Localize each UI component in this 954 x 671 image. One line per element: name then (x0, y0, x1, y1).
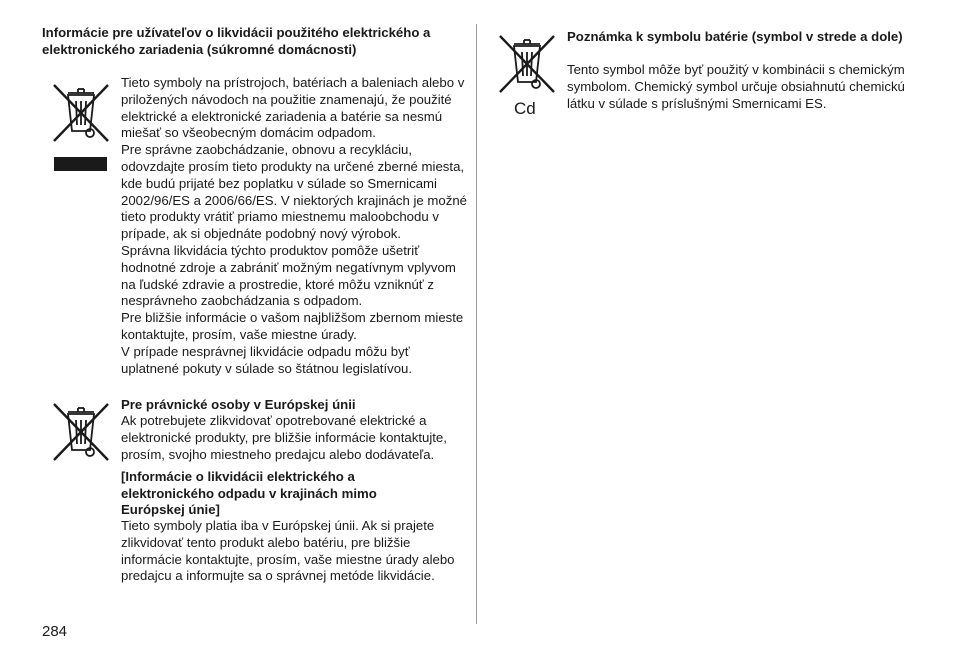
page-number: 284 (42, 623, 68, 640)
section1-body (121, 75, 471, 377)
chemical-symbol: Cd (514, 99, 536, 118)
section-title-outside-eu: [Informácie o likvidácii elektrického a elektronického odpadu v krajinách mimo Európskej únie] (121, 469, 377, 517)
paragraph-2: Pre správne zaobchádzanie, obnovu a recykláciu, odovzdajte prosím tieto produkty na určené zberné miesta, kde budú prijaté bez poplatku v súlade so Smernicami 2002/96/ES a 2006/66/ES. V niektorých krajinách je možné tieto produkty vrátiť priamo miestnemu maloobchodu v prípade, ak si objednáte podobný nový výrobok. (121, 142, 468, 242)
crossed-out-wheelie-bin-icon (46, 398, 116, 468)
battery-note-title: Poznámka k symbolu batérie (symbol v strede a dole) (567, 29, 903, 44)
section2-body: Ak potrebujete zlikvidovať opotrebované elektrické a elektronické produkty, pre bližšie informácie kontaktujte, prosím, svojho miestneho predajcu alebo dodávateľa. (121, 413, 447, 462)
crossed-out-wheelie-bin-icon (492, 30, 562, 100)
section-title-legal-entities: Pre právnické osoby v Európskej únii (121, 397, 356, 412)
battery-note-body: Tento symbol môže byť použitý v kombinácii s chemickým symbolom. Chemický symbol určuje obsiahnutú chemickú látku v súlade s príslušnými Smernicami ES. (567, 62, 905, 111)
paragraph-5: V prípade nesprávnej likvidácie odpadu môžu byť uplatnené pokuty v súlade so štátnou legislatívou. (121, 343, 413, 376)
paragraph-1: Tieto symboly na prístrojoch, batériach a baleniach alebo v priložených návodoch na použitie znamenajú, že použité elektrické a elektronické zariadenia a batérie sa nesmú miešať so všeobecným domácim odpadom. (121, 75, 465, 141)
black-bar-marker (54, 157, 107, 171)
section-title-private-households: Informácie pre užívateľov o likvidácii použitého elektrického a elektronického zariadenia (súkromné domácnosti) (42, 25, 431, 57)
section3-body: Tieto symboly platia iba v Európskej únii. Ak si prajete zlikvidovať tento produkt alebo batériu, pre bližšie informácie kontaktujte, prosím, vaše miestne úrady alebo predajcu a informujte sa o správnej metóde likvidácie. (121, 518, 455, 584)
column-divider (476, 24, 477, 624)
paragraph-4: Pre bližšie informácie o vašom najbližšom zbernom mieste kontaktujte, prosím, vaše miestne úrady. (121, 310, 464, 342)
crossed-out-wheelie-bin-icon (46, 79, 116, 149)
paragraph-3: Správna likvidácia týchto produktov pomôže ušetriť hodnotné zdroje a zabrániť možným negatívnym vplyvom na ľudské zdravie a prostredie, ktoré môžu vzniknúť z nesprávneho zaobchádzania s odpadom. (121, 242, 456, 309)
